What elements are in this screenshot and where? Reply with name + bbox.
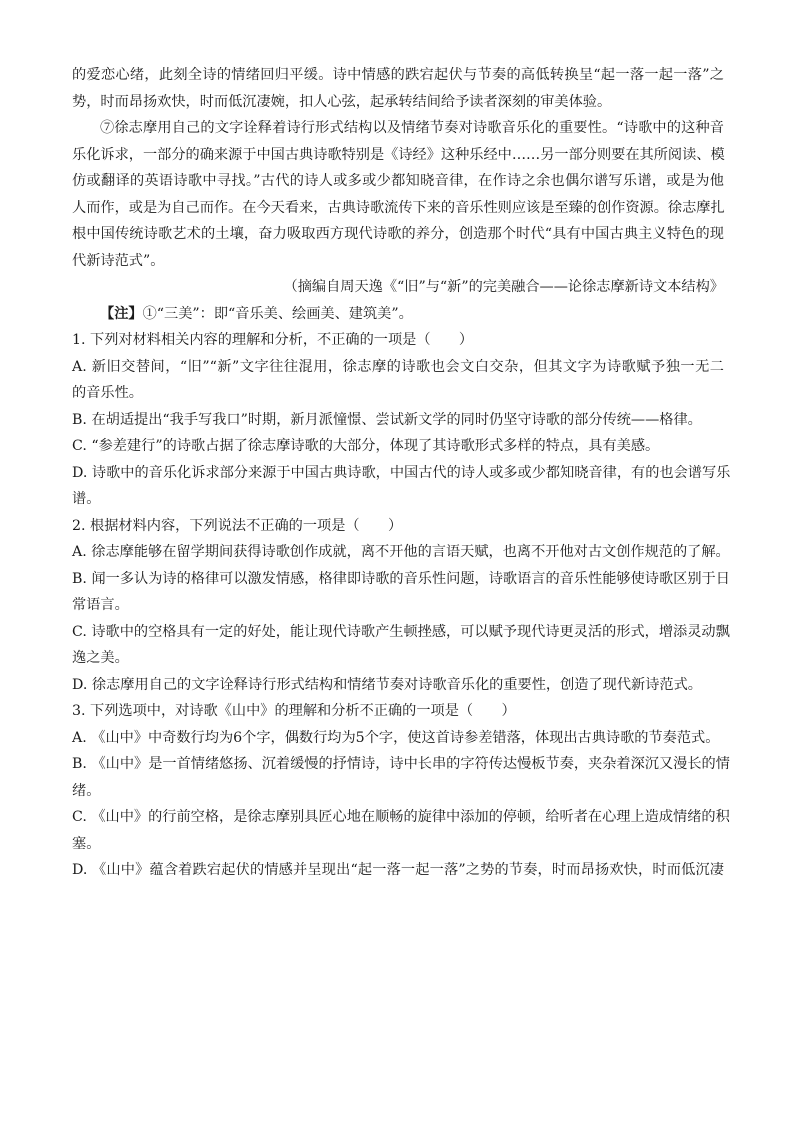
option-d: D. 《山中》蕴含着跌宕起伏的情感并呈现出“起一落一起一落”之势的节奏，时而昂扬欢快，时而低沉凄 xyxy=(72,862,724,878)
text-line: 代新诗范式”。 xyxy=(72,252,165,269)
question-stem: 2. 根据材料内容，下列说法不正确的一项是（ ） xyxy=(72,517,403,534)
option-a: A. 《山中》中奇数行均为6个字，偶数行均为5个字，使这首诗参差错落，体现出古典诗歌的节奏范式。 xyxy=(72,729,720,746)
option-d-cont: 谱。 xyxy=(72,491,101,507)
option-b-cont: 绪。 xyxy=(72,782,101,799)
option-c: C. “参差建行”的诗歌占据了徐志摩诗歌的大部分，体现了其诗歌形式多样的特点，具有美感。 xyxy=(72,438,660,454)
option-c-cont: 逸之美。 xyxy=(72,650,129,666)
footnote-text: ①“三美”：即“音乐美、绘画美、建筑美”。 xyxy=(142,305,413,322)
footnote-tag: 【注】 xyxy=(100,305,143,322)
text-line: 的爱恋心绪，此刻全诗的情绪回归平缓。诗中情感的跌宕起伏与节奏的高低转换呈“起一落一起一落”之 xyxy=(72,67,724,83)
option-d: D. 诗歌中的音乐化诉求部分来源于中国古典诗歌，中国古代的诗人或多或少都知晓音律，有的也会谱写乐 xyxy=(72,464,731,481)
text-line: ⑦徐志摩用自己的文字诠释着诗行形式结构以及情绪节奏对诗歌音乐化的重要性。“诗歌中的这种音 xyxy=(100,120,724,136)
passage-continuation xyxy=(72,62,724,115)
text-line: 人而作，或是为自己而作。在今天看来，古典诗歌流传下来的音乐性则应该是至臻的创作资源。徐志摩扎 xyxy=(72,199,725,216)
paragraph-7 xyxy=(72,115,724,274)
option-d: D. 徐志摩用自己的文字诠释诗行形式结构和情绪节奏对诗歌音乐化的重要性，创造了现代新诗范式。 xyxy=(72,676,702,693)
source-citation: （摘编自周天逸《“旧”与“新”的完美融合——论徐志摩新诗文本结构》 xyxy=(283,279,724,295)
question-stem: 3. 下列选项中，对诗歌《山中》的理解和分析不正确的一项是（ ） xyxy=(72,703,516,719)
option-a: A. 徐志摩能够在留学期间获得诗歌创作成就，离不开他的言语天赋，也离不开他对古文创作规范的了解。 xyxy=(72,544,730,560)
question-stem: 1. 下列对材料相关内容的理解和分析，不正确的一项是（ ） xyxy=(72,332,474,348)
option-a: A. 新旧交替间，“旧”“新”文字往往混用，徐志摩的诗歌也会文白交杂，但其文字为诗歌赋予独一无二 xyxy=(72,358,724,375)
text-line: 仿或翻译的英语诗歌中寻找。”古代的诗人或多或少都知晓音律，在作诗之余也偶尔谱写乐谱，或是为他 xyxy=(72,173,724,189)
option-b: B. 在胡适提出“我手写我口”时期，新月派憧憬、尝试新文学的同时仍坚守诗歌的部分传统——格律。 xyxy=(72,411,702,428)
option-b: B. 闻一多认为诗的格律可以激发情感，格律即诗歌的音乐性问题，诗歌语言的音乐性能够使诗歌区别于日 xyxy=(72,570,730,587)
option-c: C. 诗歌中的空格具有一定的好处，能让现代诗歌产生顿挫感，可以赋予现代诗更灵活的形式，增添灵动飘 xyxy=(72,623,730,640)
footnote xyxy=(72,301,724,328)
text-line: 势，时而昂扬欢快，时而低沉凄婉，扣人心弦，起承转结间给予读者深刻的审美体验。 xyxy=(72,93,612,110)
option-b-cont: 常语言。 xyxy=(72,597,129,613)
option-b: B. 《山中》是一首情绪悠扬、沉着缓慢的抒情诗，诗中长串的字符传达慢板节奏，夹杂着深沉又漫长的情 xyxy=(72,756,730,772)
document-page xyxy=(72,62,731,884)
option-c-cont: 塞。 xyxy=(72,835,101,852)
text-line: 根中国传统诗歌艺术的土壤，奋力吸取西方现代诗歌的养分，创造那个时代“具有中国古典主义特色的现 xyxy=(72,226,724,242)
option-c: C. 《山中》的行前空格，是徐志摩别具匠心地在顺畅的旋律中添加的停顿，给听者在心理上造成情绪的积 xyxy=(72,809,730,825)
question-1 xyxy=(72,327,731,513)
text-line: 乐化诉求，一部分的确来源于中国古典诗歌特别是《诗经》这种乐经中……另一部分则要在其所阅读、模 xyxy=(72,146,725,163)
question-2 xyxy=(72,513,730,699)
option-a-cont: 的音乐性。 xyxy=(72,385,143,401)
question-3 xyxy=(72,698,730,884)
